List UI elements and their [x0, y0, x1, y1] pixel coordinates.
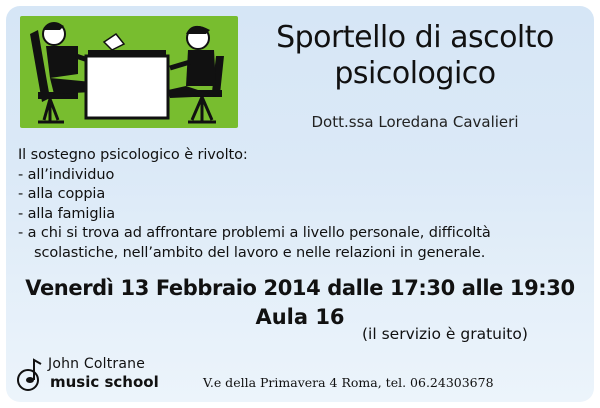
music-note-logo-icon — [14, 356, 48, 392]
service-description — [18, 146, 588, 263]
list-item: - alla coppia — [18, 186, 106, 202]
title-line-1: Sportello di ascolto — [276, 20, 554, 55]
address-contact: V.e della Primavera 4 Roma, tel. 06.24303678 — [203, 375, 494, 390]
list-item-continuation: scolastiche, nell’ambito del lavoro e nelle relazioni in generale. — [34, 244, 486, 261]
logo-subtitle: music school — [50, 373, 159, 391]
flyer-title — [250, 20, 580, 92]
free-service-note: (il servizio è gratuito) — [362, 325, 528, 343]
school-logo — [14, 356, 194, 396]
event-room: Aula 16 — [255, 305, 345, 329]
list-item: - all’individuo — [18, 166, 115, 183]
counseling-illustration — [20, 16, 238, 128]
event-date: Venerdì 13 Febbraio 2014 dalle 17:30 alle 19:30 — [25, 276, 575, 300]
author-name: Dott.ssa Loredana Cavalieri — [311, 113, 519, 131]
logo-name: John Coltrane — [48, 356, 146, 372]
list-item: - a chi si trova ad affrontare problemi a livello personale, difficoltà — [18, 225, 491, 241]
intro-text: Il sostegno psicologico è rivolto: — [18, 147, 248, 163]
list-item: - alla famiglia — [18, 205, 116, 222]
title-line-2: psicologico — [334, 56, 496, 91]
counseling-scene-icon — [20, 16, 238, 128]
